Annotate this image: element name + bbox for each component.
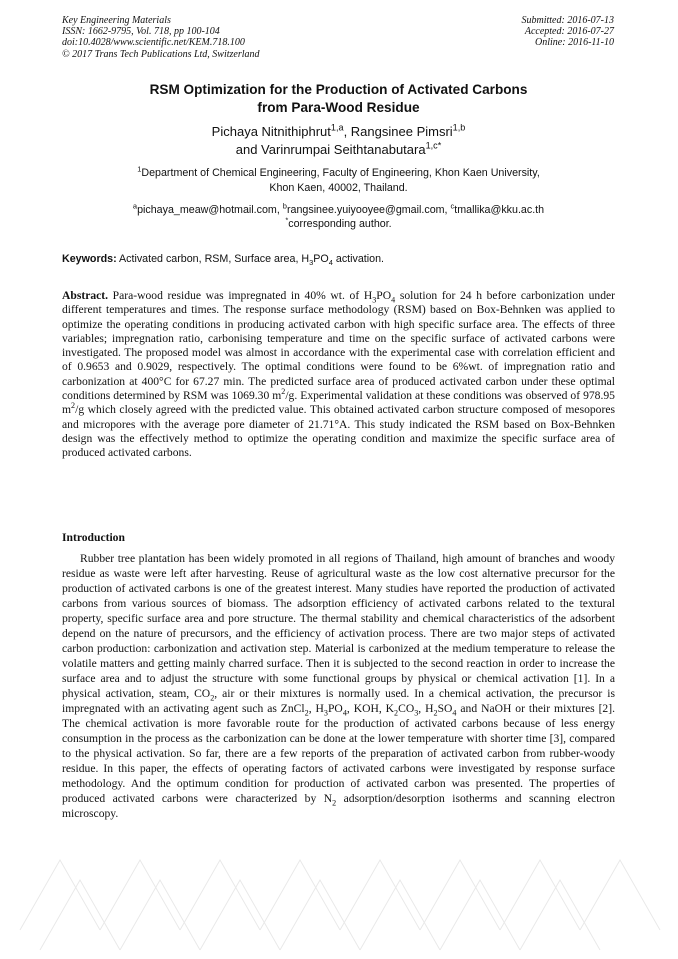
abstract: Abstract. Para-wood residue was impregnated in 40% wt. of $H_3PO_4$ solution for 24 h before carbonization under different temperatures and times. The response surface methodology (RSM) based on Box-Behnken was applied to optimize the operating conditions in producing activated carbon with high specific surface area. The effects of three variables; impregnation ratio, carbonising temperature and time on the specific surface of activated carbons were investigated. The proposed model was almost in accordance with the experimental case with correlation efficient and of 0.9653 and 0.9029, respectively. The optimal conditions were found to be 6%wt. of impregnation ratio and carbonization at 400°C for 67.27 min. The predicted surface area of produced activated carbon under these optimal conditions determined by RSM was 1069.30 $m^2/g$. Experimental validation at these conditions was observed of 978.95 $m^2/g$ which closely agreed with the predicted value. This obtained activated carbon structure composed of mesopores and micropores with the average pore diameter of 21.71°A. This study indicated the RSM based on Box-Behnken design was the effectively method to optimize the operating condition and maximize the specific surface area of produced activated carbons. [62,289,615,460]
abstract-label: Abstract. [62,289,109,302]
journal-info [62,15,260,60]
author-emails: $^a$pichaya_meaw@hotmail.com, $^b$rangsinee.yuiyooyee@gmail.com, $^c$tmallika@kku.ac.th *corresponding author. [62,203,615,231]
keywords-label: Keywords: [62,253,117,265]
doi: doi:10.4028/www.scientific.net/KEM.718.100 [62,37,245,49]
copyright: © 2017 Trans Tech Publications Ltd, Switzerland [62,48,260,60]
author-1: Pichaya Nitnithiphrut [211,124,331,139]
email-link[interactable]: tmallika@kku.ac.th [454,204,545,216]
email-link[interactable]: rangsinee.yuiyooyee@gmail.com, [286,204,448,216]
author-3: and Varinrumpai Seithtanabutara [235,142,426,157]
section-heading-introduction: Introduction [62,531,125,544]
online-date: Online: 2016-11-10 [535,37,614,49]
author-2: Rangsinee Pimsri [350,124,453,139]
submitted-date: Submitted: 2016-07-13 [521,15,614,26]
accepted-date: Accepted: 2016-07-27 [524,26,614,38]
corresponding-note: *corresponding author. [285,215,392,230]
journal-name: Key Engineering Materials [62,15,171,26]
author-list: Pichaya Nitnithiphrut$^{1,a}$, Rangsinee Pimsri$^{1,b}$ and Varinrumpai Seithtanabutara$^{1,c*}$ [211,122,466,157]
submission-dates [522,15,615,49]
email-link[interactable]: pichaya_meaw@hotmail.com, [137,204,280,216]
keywords: Keywords: Activated carbon, RSM, Surface area, $H_3PO_4$ activation. [62,253,384,268]
issn-volume: ISSN: 1662-9795, Vol. 718, pp 100-104 [62,26,220,38]
introduction-paragraph: Rubber tree plantation has been widely promoted in all regions of Thailand, high amount of branches and woody residue as waste were left after harvesting. Reuse of agricultural waste as the low cost alternative precursor for the production of activated carbons is one of the greatest interest. Many studies have reported the production of activated carbons from various sources of biomass. The adsorption efficiency of activated carbons related to the textural property, specific surface area and pore structure. The thermal stability and chemical characteristics of the adsorbent depend on the nature of precursors, and the efficiency of activation process. There are two major steps of activated carbon production: carbonization and activation step. Material is carbonized at the medium temperature to release the volatile matters and getting mainly charred surface. Then it is subjected to the second reaction in order to increase the surface area and to adjust the structure with some functional groups by physical or chemical activation [1]. In a physical activation, steam, $CO_2$, air or their mixtures is normally used. In a chemical activation, the precursor is impregnated with an activating agent such as ZnCl$_2$, $H_3PO_4$, KOH, $K_2CO_3$, $H_2SO_4$ and NaOH or their mixtures [2]. The chemical activation is more favorable route for the production of activated carbons because of less energy consumption in the process as the carbonization can be done at the lower temperature with shorter time [3], compared to the physical activation. So far, there are a few reports of the preparation of activated carbon from rubber-woody residue. In this paper, the effects of operating factors of activated carbons were investigated by response surface methodology. And the optimum condition for production of activated carbon was presented. The properties of produced activated carbons were characterized by $N_2$ adsorption/desorption isotherms and scanning electron microscopy. [62,552,615,820]
paper-title: RSM Optimization for the Production of Activated Carbons from Para-Wood Residue [149,82,528,115]
affiliation: $^1$Department of Chemical Engineering, Faculty of Engineering, Khon Kaen University, Khon Kaen, 40002, Thailand. [137,164,540,194]
